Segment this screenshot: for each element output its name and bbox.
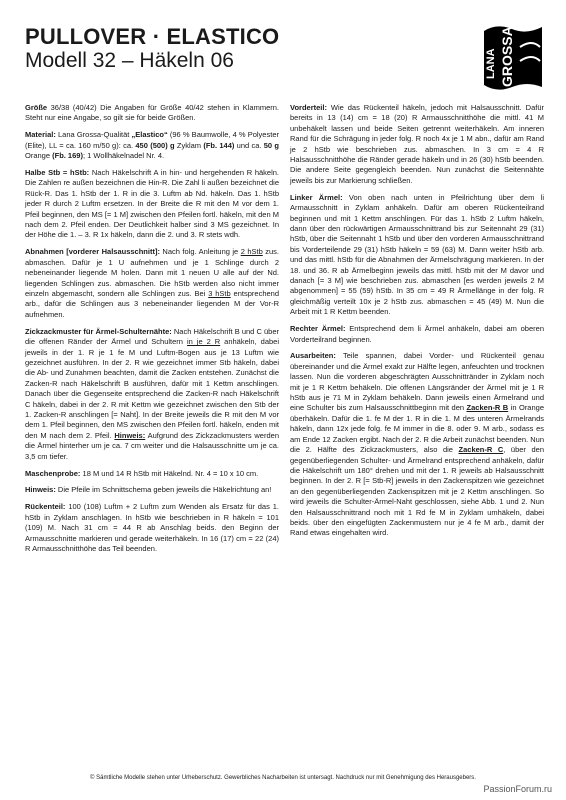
abnahmen-label: Abnahmen [vorderer Halsausschnitt]: xyxy=(25,247,160,257)
groesse-text: 36/38 (40/42) Die Angaben für Größe 40/42 stehen in Klammern. Steht nur eine Angabe, so gilt sie für beide Größen. xyxy=(25,103,279,123)
material-text: ; 1 Wollhäkelnadel Nr. 4. xyxy=(82,151,165,161)
groesse-label: Größe xyxy=(25,103,48,112)
material-color-code: (Fb. 144) xyxy=(203,140,235,150)
section-abnahmen xyxy=(25,247,279,320)
zickzack-text: anhäkeln, dabei jeweils in der 1. R je 1 fe M und Luftm-Bogen aus je 13 Luftm wie gezeichnet ausführen. In der 2. R wie gezeichnet immer Stb häkeln, dabei die Ab- und Zunahmen beachten, damit die Zacken entstehen. Zunächst die Zacken-R nach Häkelschrift B ausführen, dafür mit 1 Kettm anschlingen. Danach über die Gegenseite entsprechend die Zacken-R nach Häkelschrift C häkeln, dabei in der 2. R mit Kettm wie gezeichnet zwischen den Stb der 1. Zacken-R anschlingen [= Naht]. In der Breite jeweils die R mit den M vor dem 1. Pfeil beginnen, den MS zwischen den Pfeilen fortl. häkeln, enden mit den M nach dem 2. Pfeil. xyxy=(25,337,280,440)
material-amount: 50 g xyxy=(263,140,279,150)
section-rechter-aermel xyxy=(290,324,544,345)
section-rueckenteil xyxy=(25,502,279,554)
abnahmen-emphasis: 3 hStb xyxy=(208,289,231,298)
ausarbeiten-label: Ausarbeiten: xyxy=(290,351,336,361)
material-amount: 450 (500) g xyxy=(135,140,175,150)
maschenprobe-label: Maschenprobe: xyxy=(25,468,81,478)
hinweis-label: Hinweis: xyxy=(25,485,56,495)
section-maschenprobe xyxy=(25,469,279,479)
ausarbeiten-text: Teile spannen, dabei Vorder- und Rückenteil genau übereinander und die Ärmel exakt zur Hälfte legen, anfeuchten und trocknen lassen. Nun die vorderen abgeschrägten Ausschnittränder in Zyklam noch mit je 1 R Kettm behäkeln. Die offenen Längsränder der Ärmel mit je 1 R hStb aus je 71 M in Zyklam behäkeln. Dann jeweils einen Ärmelrand und eine Schulter bis zum Halsausschnittbeginn mit den xyxy=(290,351,544,413)
rueckenteil-label: Rückenteil: xyxy=(25,502,66,512)
abnahmen-text: zus. abmaschen. Dafür je 1 U aufnehmen und je 1 Schlinge durch 2 nebeneinander liegende M holen. Dann mit 1 neuen U alle auf der Nd. liegenden Schlingen zus. abmaschen. Die hStb werden also nicht immer einzeln abgemascht, sondern alle Schlingen zus. Bei xyxy=(25,247,280,298)
halbe-stb-label: Halbe Stb = hStb: xyxy=(25,168,90,178)
rueckenteil-text: 100 (108) Luftm + 2 Luftm zum Wenden als Ersatz für das 1. hStb in Zyklam anschlagen. In hStb wie beschrieben in R häkeln = 101 (109) M. Nach 31 cm = 44 R ab Anschlag beids. den Beginn der Armausschnitte markieren und gerade weiterhäkeln. In 16 (17) cm = 22 (24) R Armausschnitthöhe das Teil beenden. xyxy=(25,502,279,553)
abnahmen-emphasis: 2 hStb xyxy=(240,247,263,257)
abnahmen-text: Nach folg. Anleitung je xyxy=(159,247,241,257)
material-text: und ca. xyxy=(234,140,264,150)
zickzack-text: Nach Häkelschrift B und C über die offenen Ränder der Ärmel und Schultern xyxy=(25,326,279,347)
ausarbeiten-emphasis: Zacken-R B xyxy=(466,403,509,413)
hinweis-text: Die Pfeile im Schnittschema geben jeweils die Häkelrichtung an! xyxy=(55,485,272,495)
section-vorderteil xyxy=(290,103,544,186)
abnahmen-text: entsprechend arb., dafür die Schlingen aus 3 nebeneinander liegenden M der Vor-R aufnehmen. xyxy=(25,289,280,319)
ausarbeiten-text: , über den gegenüberliegenden Schulter- und Ärmelrand entsprechend anhäkeln, dafür die Häkelschrift um 180° drehen und mit der 1. R jeweils ab Halsausschnitt beginnen. In der 2. R [= Stb-R] jeweils in den Zackenspitzen wie gezeichnet an den gegenüberliegenden Zackenspitzen mit je 2 Kettm anschlingen. So wird jeweils die Schulter-Ärmel-Naht geschlossen, siehe Abb. 1 und 2. Nun den Halsausschnittrand noch mit 1 Rd fe M in Zyklam umhäkeln, dabei beids. über den eingefügten Zackenmustern nur je 4 fe M arb., damit der Rand etwas eingehalten wird. xyxy=(290,445,544,538)
section-zickzack xyxy=(25,327,279,462)
linker-aermel-text: Von oben nach unten in Pfeilrichtung über dem li Armausschnitt in Zyklam anhäkeln. Dafür am oberen Rückenteilrand beginnen und mit 1 Kettm anschlingen. Für das 1. hStb 2 Luftm häkeln, dann über den rückwärtigen Armausschnittrand bis zur Seitennaht 29 (31) hStb, über die Seitennaht 1 hStb und über den vorderen Armausschnittrand bis Vorderteilende 29 (31) hStb häkeln = 59 (63) M. Dann weiter hStb arb. und das mittl. hStb für die Abnahmen der Ärmelschrägung markieren. In der 18. und 36. R ab Ärmelbeginn jeweils das mittl. hStb mit der M davor und danach [= 3 M] wie beschrieben zus. abmaschen [es werden jeweils 2 M abgenommen] = 55 (59) hStb. In 35 cm = 49 R Ärmellänge in der folg. R gleichmäßig verteilt 10x je 2 hStb zus. abmaschen = 45 (49) M. Nun die Arbeit mit 1 R Kettm beenden. xyxy=(290,192,544,317)
material-text: Zyklam xyxy=(174,140,204,150)
halbe-stb-text: Nach Häkelschrift A in hin- und hergehenden R häkeln. Die Zahlen re außen bezeichnen die Hin-R. Die Zahl li außen bezeichnet die Rück-R. Das 1. hStb der 1. R in die 3. Luftm ab Nd. häkeln. Das 1. hStb jeder R durch 2 Luftm ersetzen. In der Breite die R mit den M vor dem 1. Pfeil beginnen, den MS [= 1 M] zwischen den Pfeilen fortl. häkeln, mit den M nach dem 2. Pfeil enden. Der Deutlichkeit halber sind 3 MS gezeichnet. In der Höhe die 1. – 3. R 1x häkeln, dann die 2. und 3. R stets wdh. xyxy=(25,168,280,240)
zickzack-text: Aufgrund des Zickzackmusters werden die Ärmel hinterher um je ca. 7 cm weiter und die Halsausschnitte um je ca. 3,5 cm tiefer. xyxy=(25,430,279,461)
vorderteil-text: Wie das Rückenteil häkeln, jedoch mit Halsausschnitt. Dafür bereits in 13 (14) cm = 18 (20) R Armausschnitthöhe die mittl. 41 M unbehäkelt lassen und beide Seiten getrennt weiterhäkeln. Am inneren Rand für die Schrägung in jeder folg. R noch 4x je 1 M abn., dafür am Rand je 2 hStb wie beschrieben zus. abmaschen. In 3 cm = 4 R Halsausschnitthöhe die Ränder gerade häkeln und in 26 (30) hStb beenden. Die andere Seite gegengleich beenden. Nun zunächst die Seitennähte jeweils bis zur Markierung schließen. xyxy=(290,103,544,185)
section-halbe-stb xyxy=(25,168,279,241)
ausarbeiten-emphasis: Zacken-R C xyxy=(458,445,504,455)
material-text: Lana Grossa-Qualität xyxy=(55,130,132,140)
rechter-aermel-label: Rechter Ärmel: xyxy=(290,324,346,334)
section-material xyxy=(25,130,279,161)
zickzack-label: Zickzackmuster für Ärmel-Schulternähte: xyxy=(25,326,172,336)
watermark: PassionForum.ru xyxy=(483,784,552,794)
section-groesse xyxy=(25,103,279,124)
material-quality: „Elastico“ xyxy=(131,130,168,140)
copyright-footer: © Sämtliche Modelle stehen unter Urheberschutz. Gewerbliches Nacharbeiten ist untersagt. Nachdruck nur mit Genehmigung des Herausgebers. xyxy=(90,775,476,781)
material-label: Material: xyxy=(25,130,56,140)
material-text: Orange xyxy=(25,151,53,161)
svg-text:GROSSA: GROSSA xyxy=(499,26,515,87)
svg-text:LANA: LANA xyxy=(485,48,497,79)
material-color-code: (Fb. 169) xyxy=(52,151,83,161)
rechter-aermel-text: Entsprechend dem li Ärmel anhäkeln, dabei am oberen Vorderteilrand beginnen. xyxy=(290,324,544,344)
page-subtitle: Modell 32 – Häkeln 06 xyxy=(25,49,234,72)
section-hinweis xyxy=(25,485,279,495)
zickzack-emphasis: in je 2 R xyxy=(186,337,221,347)
ausarbeiten-text: in Orange überhäkeln. Dafür die 1. fe M der 1. R in die 1. M des unteren Ärmelrands häkeln, dann 12x jede folg. fe M immer in die 8. oder 9. M arb., sodass es am Ende 12 Zacken ergibt. Nach der 2. R die Arbeit zunächst beenden. Nun die 2. Hälfte des Zickzackmusters, also die xyxy=(290,403,544,455)
linker-aermel-label: Linker Ärmel: xyxy=(290,192,343,202)
material-text: (96 % Baumwolle, 4 % Polyester (Elite), LL = ca. 160 m/50 g): ca. xyxy=(25,130,279,150)
maschenprobe-text: 18 M und 14 R hStb mit Häkelnd. Nr. 4 = 10 x 10 cm. xyxy=(80,468,259,478)
page-title: PULLOVER · ELASTICO xyxy=(25,24,280,49)
lana-grossa-logo xyxy=(482,17,544,95)
section-ausarbeiten xyxy=(290,351,544,538)
left-column xyxy=(25,103,279,561)
section-linker-aermel xyxy=(290,193,544,318)
right-column xyxy=(290,103,544,545)
vorderteil-label: Vorderteil: xyxy=(290,103,327,112)
zickzack-hinweis: Hinweis: xyxy=(114,430,146,440)
